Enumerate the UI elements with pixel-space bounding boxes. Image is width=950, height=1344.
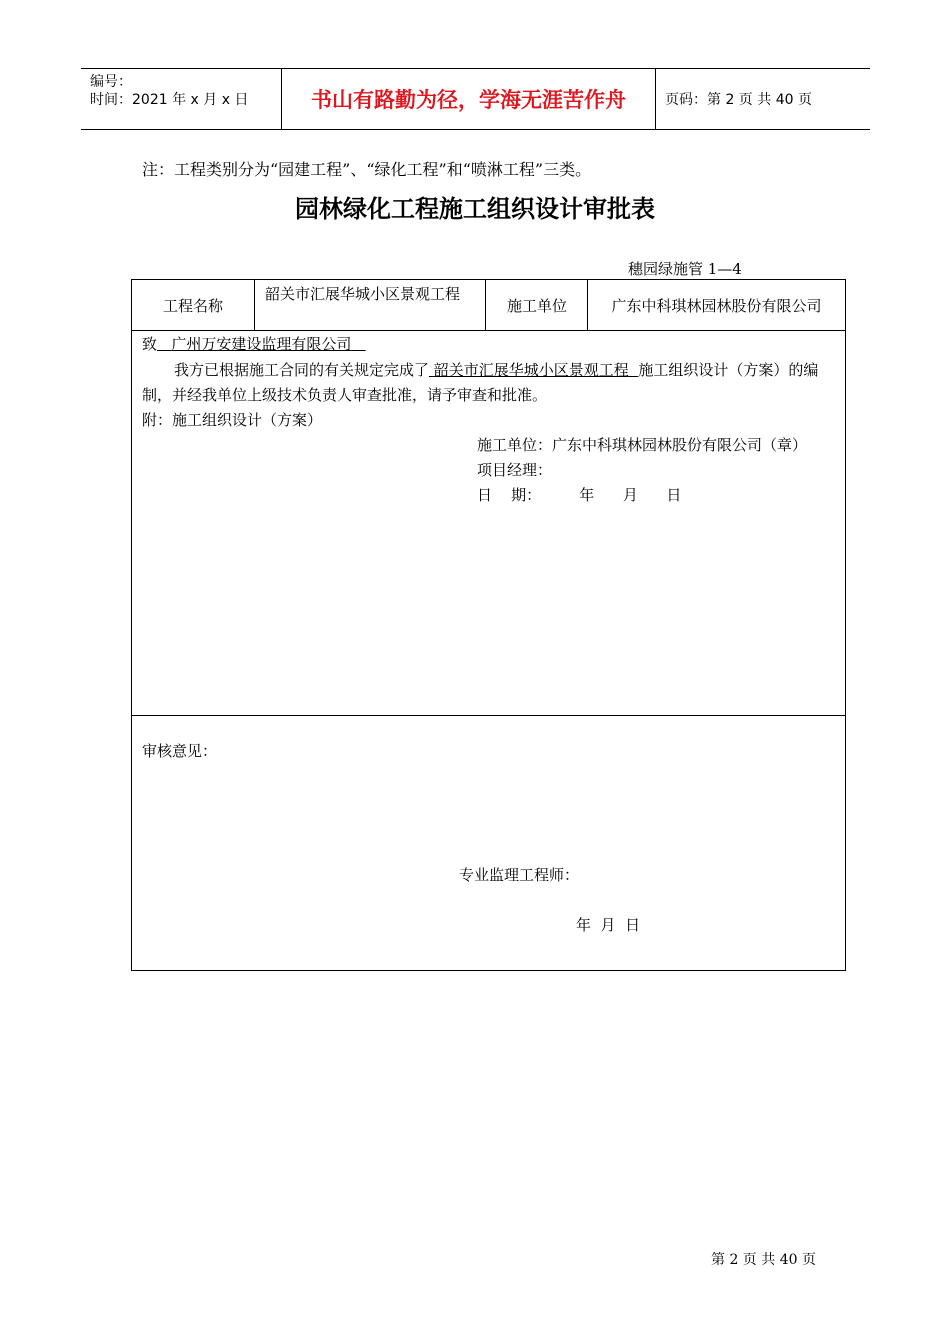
project-info-row xyxy=(132,280,845,331)
project-name-value: 韶关市汇展华城小区景观工程 xyxy=(255,280,486,330)
supervising-engineer-label: 专业监理工程师： xyxy=(459,866,580,884)
category-note: 注：工程类别分为“园建工程”、“绿化工程”和“喷淋工程”三类。 xyxy=(142,160,592,179)
attachment-line: 附：施工组织设计（方案） xyxy=(142,411,323,429)
header-motto: 书山有路勤为径，学海无涯苦作舟 xyxy=(281,69,656,129)
paragraph-before: 我方已根据施工合同的有关规定完成了 xyxy=(174,361,430,379)
addressee-line xyxy=(142,333,366,354)
form-number: 穗园绿施管 1—4 xyxy=(628,260,742,278)
time-label: 时间：2021 年 x 月 x 日 xyxy=(90,92,249,108)
addressee-prefix: 致 xyxy=(142,335,158,353)
submission-paragraph xyxy=(142,358,838,408)
paragraph-project: 韶关市汇展华城小区景观工程 xyxy=(433,361,629,379)
paragraph-after: 施工组织设计（方案）的编制，并经我单位上级技术负责人审查批准，请予审查和批准。 xyxy=(142,361,819,404)
review-opinion-label: 审核意见： xyxy=(142,742,218,760)
review-section xyxy=(132,716,845,970)
page-header xyxy=(81,68,870,130)
addressee-name: 广州万安建设监理有限公司 xyxy=(171,335,352,353)
project-name-label: 工程名称 xyxy=(132,280,255,330)
submission-section xyxy=(132,331,845,716)
contractor-value: 广东中科琪林园林股份有限公司 xyxy=(611,296,822,315)
contractor-sign-line: 施工单位：广东中科琪林园林股份有限公司（章） xyxy=(477,436,808,454)
page-footer: 第 2 页 共 40 页 xyxy=(711,1252,816,1268)
submission-date-line: 日 期： 年 月 日 xyxy=(477,486,682,504)
page-title: 园林绿化工程施工组织设计审批表 xyxy=(295,195,655,223)
header-left-cell xyxy=(81,69,281,129)
header-page-info: 页码：第 2 页 共 40 页 xyxy=(665,92,812,108)
contractor-label: 施工单位 xyxy=(487,280,588,330)
serial-label: 编号： xyxy=(90,74,132,90)
approval-form xyxy=(131,279,846,971)
review-date-line: 年 月 日 xyxy=(576,916,641,934)
manager-line: 项目经理： xyxy=(477,461,553,479)
